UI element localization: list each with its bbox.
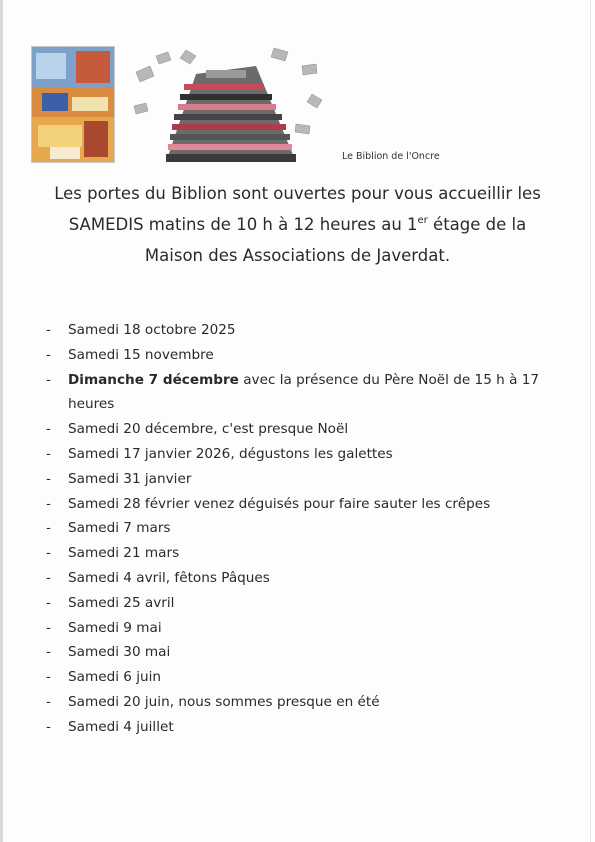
date-text: Samedi 6 juin bbox=[68, 669, 162, 686]
list-item bbox=[44, 343, 564, 368]
list-item bbox=[44, 591, 564, 616]
bullet-dash: - bbox=[46, 545, 51, 562]
intro-line bbox=[20, 209, 575, 240]
intro-text: SAMEDIS matins de 10 h à 12 heures au 1 bbox=[68, 215, 418, 234]
bullet-dash: - bbox=[46, 644, 51, 661]
date-text: Samedi 9 mai bbox=[68, 619, 162, 636]
bullet-dash: - bbox=[46, 569, 51, 586]
scan-edge bbox=[0, 0, 3, 842]
list-item bbox=[44, 417, 564, 442]
date-bold: Dimanche 7 décembre bbox=[68, 371, 239, 388]
bullet-dash: - bbox=[46, 445, 51, 462]
list-item bbox=[44, 715, 564, 740]
dates-list bbox=[44, 318, 564, 740]
list-item bbox=[44, 566, 564, 591]
date-text: avec la présence du Père Noël de 15 h à 17 heures bbox=[68, 371, 540, 413]
bullet-dash: - bbox=[46, 371, 51, 388]
date-text: Samedi 4 avril, fêtons Pâques bbox=[68, 569, 270, 586]
bullet-dash: - bbox=[46, 594, 51, 611]
bullet-dash: - bbox=[46, 322, 51, 338]
list-item bbox=[44, 516, 564, 541]
list-item bbox=[44, 492, 564, 517]
intro-line: Maison des Associations de Javerdat. bbox=[144, 246, 451, 265]
bullet-dash: - bbox=[46, 669, 51, 686]
date-text: Samedi 25 avril bbox=[68, 594, 175, 611]
list-item bbox=[44, 690, 564, 715]
list-item bbox=[44, 442, 564, 467]
image-caption: Le Biblion de l'Oncre bbox=[342, 151, 440, 162]
date-text: Samedi 21 mars bbox=[68, 545, 180, 562]
bullet-dash: - bbox=[46, 520, 51, 537]
date-text: Samedi 20 décembre, c'est presque Noël bbox=[68, 421, 349, 438]
date-text: Samedi 30 mai bbox=[68, 644, 171, 661]
list-item bbox=[44, 318, 564, 343]
scan-edge bbox=[590, 0, 591, 842]
list-item bbox=[44, 541, 564, 566]
intro-line: Les portes du Biblion sont ouvertes pour vous accueillir les bbox=[54, 184, 541, 203]
list-item bbox=[44, 616, 564, 641]
bullet-dash: - bbox=[46, 346, 51, 363]
date-text: Samedi 15 novembre bbox=[68, 346, 214, 363]
list-item bbox=[44, 467, 564, 492]
list-item bbox=[44, 640, 564, 665]
date-text: Samedi 4 juillet bbox=[68, 718, 174, 735]
bullet-dash: - bbox=[46, 693, 51, 710]
books-pile-image bbox=[126, 44, 331, 162]
date-text: Samedi 20 juin, nous sommes presque en été bbox=[68, 693, 380, 710]
date-text: Samedi 7 mars bbox=[68, 520, 171, 537]
bullet-dash: - bbox=[46, 495, 51, 512]
date-text: Samedi 17 janvier 2026, dégustons les galettes bbox=[68, 445, 393, 462]
bullet-dash: - bbox=[46, 421, 51, 438]
reading-photo bbox=[31, 46, 115, 163]
bullet-dash: - bbox=[46, 619, 51, 636]
bullet-dash: - bbox=[46, 718, 51, 735]
date-text: Samedi 18 octobre 2025 bbox=[68, 322, 236, 338]
date-text: Samedi 28 février venez déguisés pour faire sauter les crêpes bbox=[68, 495, 491, 512]
list-item bbox=[44, 665, 564, 690]
superscript: er bbox=[417, 215, 428, 226]
intro-paragraph bbox=[20, 178, 575, 271]
bullet-dash: - bbox=[46, 470, 51, 487]
date-text: Samedi 31 janvier bbox=[68, 470, 192, 487]
intro-text: étage de la bbox=[427, 215, 527, 234]
list-item bbox=[44, 368, 564, 418]
